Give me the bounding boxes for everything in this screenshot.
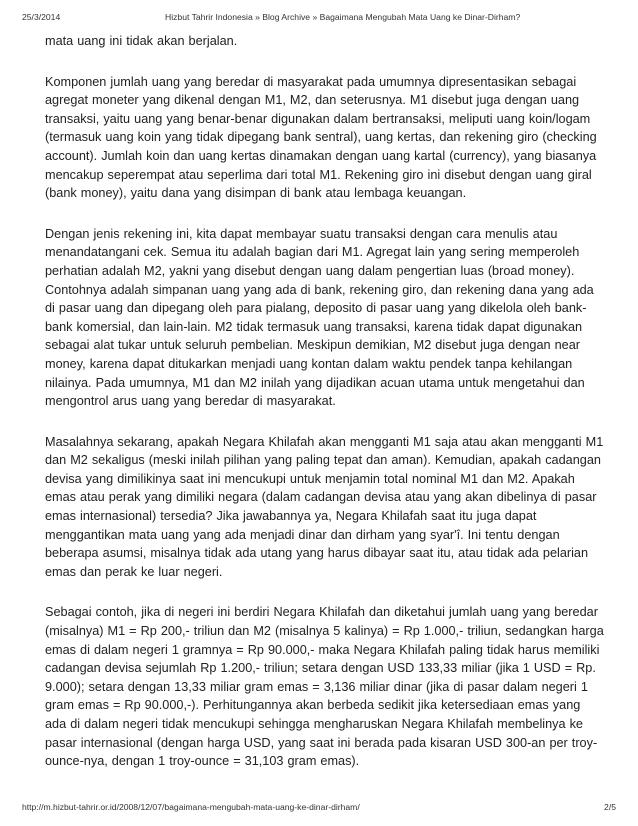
paragraph-m1-components: Komponen jumlah uang yang beredar di masyarakat pada umumnya dipresentasikan sebagai agregat moneter yang dikenal dengan M1, M2, dan seterusnya. M1 disebut juga dengan uang transaksi, yaitu uang yang benar-benar digunakan dalam bertransaksi, meliputi uang koin/logam (termasuk uang koin yang tidak dipegang bank sentral), uang kertas, dan rekening giro (checking account). Jumlah koin dan uang kertas dinamakan dengan uang kartal (currency), yang biasanya mencakup seperempat atau seperlima dari total M1. Rekening giro ini disebut dengan uang giral (bank money), yaitu dana yang disimpan di bank atau lembaga keuangan. — [45, 74, 597, 201]
print-date: 25/3/2014 — [22, 12, 61, 22]
print-url: http://m.hizbut-tahrir.or.id/2008/12/07/bagaimana-mengubah-mata-uang-ke-dinar-dirham/ — [22, 802, 360, 812]
page-number: 2/5 — [604, 802, 616, 812]
print-page-title: Hizbut Tahrir Indonesia » Blog Archive » Bagaimana Mengubah Mata Uang ke Dinar-Dirham? — [165, 12, 521, 22]
paragraph-continuation: mata uang ini tidak akan berjalan. — [45, 34, 238, 48]
article-body — [45, 32, 605, 793]
print-footer — [22, 802, 616, 814]
paragraph-m2-agregate: Dengan jenis rekening ini, kita dapat membayar suatu transaksi dengan cara menulis atau menandatangani cek. Semua itu adalah bagian dari M1. Agregat lain yang sering memperoleh perhatian adalah M2, yakni yang disebut dengan uang dalam pengertian luas (broad money). Contohnya adalah simpanan uang yang ada di bank, rekening giro, dan rekening dana yang ada di pasar uang dan dipegang oleh para pialang, deposito di pasar uang yang dikelola oleh bank-bank komersial, dan lain-lain. M2 tidak termasuk uang transaksi, karena tidak dapat digunakan sebagai alat tukar untuk seluruh pembelian. Meskipun demikian, M2 disebut juga dengan near money, karena dapat ditukarkan menjadi uang kontan dalam waktu pendek tanpa kehilangan nilainya. Pada umumnya, M1 dan M2 inilah yang dijadikan acuan utama untuk mengetahui dan mengontrol arus uang yang beredar di masyarakat. — [45, 226, 594, 409]
paragraph-example-calculation: Sebagai contoh, jika di negeri ini berdiri Negara Khilafah dan diketahui jumlah uang yang beredar (misalnya) M1 = Rp 200,- triliun dan M2 (misalnya 5 kalinya) = Rp 1.000,- triliun, sedangkan harga emas di dalam negeri 1 gramnya = Rp 90.000,- maka Negara Khilafah paling tidak harus memiliki cadangan devisa sejumlah Rp 1.200,- triliun; setara dengan USD 133,33 miliar (jika 1 USD = Rp. 9.000); setara dengan 13,33 miliar gram emas = 3,136 miliar dinar (jika di pasar dalam negeri 1 gram emas = Rp 90.000,-). Perhitungannya akan berbeda sedikit jika ketersediaan emas yang ada di dalam negeri tidak mencukupi sehingga mengharuskan Negara Khilafah membelinya ke pasar internasional (dengan harga USD, yang saat ini berada pada kisaran USD 300-an per troy-ounce-nya, dengan 1 troy-ounce = 31,103 gram emas). — [45, 605, 604, 769]
print-header — [22, 12, 616, 24]
paragraph-khilafah-question: Masalahnya sekarang, apakah Negara Khilafah akan mengganti M1 saja atau akan mengganti M1 dan M2 sekaligus (meski inilah pilihan yang paling tepat dan aman). Kemudian, apakah cadangan devisa yang dimilikinya saat ini mencukupi untuk menjamin total nominal M1 dan M2. Apakah emas atau perak yang dimiliki negara (dalam cadangan devisa atau yang akan dibelinya di pasar emas internasional) tersedia? Jika jawabannya ya, Negara Khilafah saat itu juga dapat menggantikan mata uang yang ada menjadi dinar dan dirham yang syar'î. Ini tentu dengan beberapa asumsi, misalnya tidak ada utang yang harus dibayar saat itu, atau tidak ada pelarian emas dan perak ke luar negeri. — [45, 434, 604, 579]
